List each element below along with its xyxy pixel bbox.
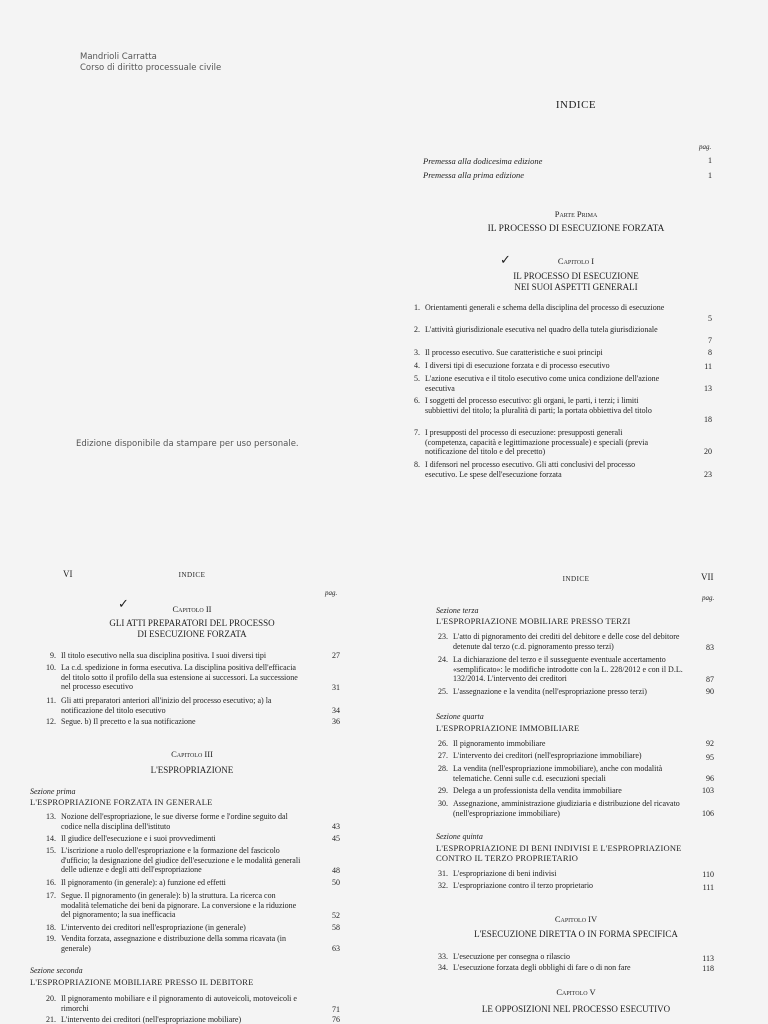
toc-entry <box>40 696 302 715</box>
toc-entry <box>404 325 666 335</box>
toc-num: 16. <box>46 878 56 887</box>
toc-page: 5 <box>708 314 712 323</box>
toc-text: Delega a un professionista della vendita immobiliare <box>453 786 622 795</box>
check-mark: ✓ <box>118 596 129 611</box>
chapter-2-title-line1: GLI ATTI PREPARATORI DEL PROCESSO <box>109 618 275 628</box>
check-mark: ✓ <box>500 252 511 267</box>
toc-page: 76 <box>332 1015 340 1024</box>
toc-entry <box>40 1015 302 1024</box>
toc-text: I diversi tipi di esecuzione forzata e di processo esecutivo <box>425 361 610 370</box>
toc-entry <box>432 739 694 749</box>
chapter-1-title-line2: NEI SUOI ASPETTI GENERALI <box>514 282 638 292</box>
toc-entry <box>404 428 666 457</box>
preface-12-page: 1 <box>708 156 712 165</box>
toc-num: 23. <box>438 632 448 641</box>
toc-num: 27. <box>438 751 448 760</box>
toc-entry <box>404 374 666 393</box>
section-5-title-line2: CONTRO IL TERZO PROPRIETARIO <box>436 853 579 863</box>
cover-title: Corso di diritto processuale civile <box>80 63 222 73</box>
toc-num: 4. <box>414 361 420 370</box>
toc-text: Il pignoramento immobiliare <box>453 739 546 748</box>
toc-entry <box>40 934 302 953</box>
toc-entry <box>40 994 302 1013</box>
preface-12: Premessa alla dodicesima edizione <box>423 156 543 166</box>
toc-entry <box>432 655 694 684</box>
toc-entry <box>40 651 302 661</box>
toc-page: 103 <box>702 786 714 795</box>
toc-page: 106 <box>702 809 714 818</box>
toc-text: Il pignoramento (in generale): a) funzione ed effetti <box>61 878 226 887</box>
toc-num: 15. <box>46 846 56 855</box>
section-2-title: L'ESPROPRIAZIONE MOBILIARE PRESSO IL DEBITORE <box>30 977 254 987</box>
chapter-3-label: Capitolo III <box>171 749 213 759</box>
section-3-title: L'ESPROPRIAZIONE MOBILIARE PRESSO TERZI <box>436 616 631 626</box>
chapter-2-label: Capitolo II <box>172 604 212 614</box>
toc-entry <box>404 361 666 371</box>
toc-text: I difensori nel processo esecutivo. Gli atti conclusivi del processo esecutivo. Le spese dell'esecuzione forzata <box>425 460 636 479</box>
toc-text: La c.d. spedizione in forma esecutiva. La disciplina positiva dell'efficacia del titolo sotto il profilo della sua estensione ai successori. La successione nel processo esecutivo <box>61 663 298 691</box>
toc-text: Nozione dell'espropriazione, le sue diverse forme e l'ordine seguito dal codice nella disciplina dell'istituto <box>61 812 288 831</box>
running-head: INDICE <box>178 571 206 579</box>
toc-page: 90 <box>706 687 714 696</box>
toc-page: 11 <box>704 362 712 371</box>
toc-page: 27 <box>332 651 340 660</box>
toc-text: L'intervento dei creditori (nell'espropriazione mobiliare) <box>61 1015 242 1024</box>
toc-text: La dichiarazione del terzo e il susseguente eventuale accertamento «semplificato»: le modifiche introdotte con la L. 228/2012 e con il D.L. 132/2014. L'intervento dei creditori <box>453 655 683 683</box>
toc-num: 28. <box>438 764 448 773</box>
chapter-3-title: L'ESPROPRIAZIONE <box>150 765 234 775</box>
toc-text: L'attività giurisdizionale esecutiva nel quadro della tutela giurisdizionale <box>425 325 658 334</box>
toc-num: 5. <box>414 374 420 383</box>
toc-num: 1. <box>414 303 420 312</box>
toc-page: 58 <box>332 923 340 932</box>
toc-page: 96 <box>706 774 714 783</box>
toc-page: 113 <box>702 954 714 963</box>
chapter-1-title-line1: IL PROCESSO DI ESECUZIONE <box>513 271 639 281</box>
chapter-1-label: Capitolo I <box>557 256 595 266</box>
chapter-4-title: L'ESECUZIONE DIRETTA O IN FORMA SPECIFICA <box>474 929 678 939</box>
toc-num: 20. <box>46 994 56 1003</box>
toc-page: 48 <box>332 866 340 875</box>
toc-num: 17. <box>46 891 56 900</box>
toc-num: 25. <box>438 687 448 696</box>
section-4-label: Sezione quarta <box>436 712 484 721</box>
toc-num: 6. <box>414 396 420 405</box>
section-1-label: Sezione prima <box>30 787 76 796</box>
section-5-title-line1: L'ESPROPRIAZIONE DI BENI INDIVISI E L'ESPROPRIAZIONE <box>436 843 682 853</box>
toc-entry <box>432 952 694 962</box>
index-page-vii <box>384 550 768 1024</box>
toc-text: Assegnazione, amministrazione giudiziaria e distribuzione del ricavato (nell'espropriazione immobiliare) <box>453 799 680 818</box>
toc-num: 32. <box>438 881 448 890</box>
toc-num: 8. <box>414 460 420 469</box>
toc-entry <box>404 348 666 358</box>
toc-num: 19. <box>46 934 56 943</box>
toc-text: L'iscrizione a ruolo dell'espropriazione e la formazione del fascicolo d'ufficio; la designazione del giudice dell'esecuzione e le modalità generali delle udienze e degli atti dell'espropriazione <box>61 846 301 874</box>
toc-page: 18 <box>704 415 712 424</box>
toc-num: 24. <box>438 655 448 664</box>
toc-page: 34 <box>332 706 340 715</box>
toc-num: 9. <box>50 651 56 660</box>
toc-num: 30. <box>438 799 448 808</box>
index-heading: INDICE <box>555 99 597 111</box>
toc-entry <box>40 891 302 920</box>
folio: VII <box>701 572 714 582</box>
toc-entry <box>432 881 694 891</box>
toc-text: L'espropriazione contro il terzo proprietario <box>453 881 594 890</box>
section-4-title: L'ESPROPRIAZIONE IMMOBILIARE <box>436 723 580 733</box>
chapter-5-title: LE OPPOSIZIONI NEL PROCESSO ESECUTIVO <box>481 1004 671 1014</box>
part-title: IL PROCESSO DI ESECUZIONE FORZATA <box>487 224 665 234</box>
toc-text: L'intervento dei creditori (nell'espropriazione immobiliare) <box>453 751 642 760</box>
toc-page: 83 <box>706 643 714 652</box>
running-head: INDICE <box>562 575 590 583</box>
toc-text: Segue. b) Il precetto e la sua notificazione <box>61 717 196 726</box>
toc-page: 110 <box>702 870 714 879</box>
toc-entry <box>40 834 302 844</box>
part-label: Parte Prima <box>554 209 598 219</box>
toc-text: L'intervento dei creditori nell'espropriazione (in generale) <box>61 923 246 932</box>
toc-page: 43 <box>332 822 340 831</box>
toc-page: 13 <box>704 384 712 393</box>
toc-entry <box>404 396 666 415</box>
toc-page: 45 <box>332 834 340 843</box>
toc-text: L'esecuzione per consegna o rilascio <box>453 952 570 961</box>
toc-text: I soggetti del processo esecutivo: gli organi, le parti, i terzi; i limiti subbiettivi del titolo; la pluralità di parti; la portata obbiettiva del titolo <box>425 396 652 415</box>
toc-entry <box>432 632 694 651</box>
chapter-4-label: Capitolo IV <box>554 914 598 924</box>
toc-num: 2. <box>414 325 420 334</box>
toc-text: Gli atti preparatori anteriori all'inizio del processo esecutivo; a) la notificazione del titolo esecutivo <box>61 696 272 715</box>
toc-page: 7 <box>708 336 712 345</box>
toc-page: 36 <box>332 717 340 726</box>
toc-num: 12. <box>46 717 56 726</box>
toc-entry <box>40 923 302 933</box>
toc-entry <box>40 717 302 727</box>
toc-text: Segue. Il pignoramento (in generale): b) la struttura. La ricerca con modalità telematiche dei beni da pignorare. La conversione e la riduzione del pignoramento; la sua inefficacia <box>61 891 297 919</box>
toc-page: 8 <box>708 348 712 357</box>
toc-entry <box>432 786 694 796</box>
toc-num: 3. <box>414 348 420 357</box>
toc-text: L'esecuzione forzata degli obblighi di fare o di non fare <box>453 963 631 972</box>
toc-text: L'azione esecutiva e il titolo esecutivo come unica condizione dell'azione esecutiva <box>425 374 660 393</box>
cover-page <box>0 0 384 550</box>
toc-text: Il giudice dell'esecuzione e i suoi provvedimenti <box>61 834 216 843</box>
toc-num: 21. <box>46 1015 56 1024</box>
toc-page: 50 <box>332 878 340 887</box>
toc-entry <box>432 869 694 879</box>
index-page-1 <box>384 0 768 550</box>
toc-num: 13. <box>46 812 56 821</box>
section-2-label: Sezione seconda <box>30 966 83 975</box>
toc-num: 26. <box>438 739 448 748</box>
toc-text: Il processo esecutivo. Sue caratteristiche e suoi principi <box>425 348 603 357</box>
toc-entry <box>432 799 694 818</box>
toc-page: 95 <box>706 753 714 762</box>
cover-note: Edizione disponibile da stampare per uso personale. <box>76 439 299 449</box>
pag-label: pag. <box>325 589 338 597</box>
toc-num: 33. <box>438 952 448 961</box>
toc-entry <box>432 687 694 697</box>
preface-1: Premessa alla prima edizione <box>423 170 524 180</box>
toc-entry <box>40 846 302 875</box>
toc-page: 92 <box>706 739 714 748</box>
section-5-label: Sezione quinta <box>436 832 483 841</box>
toc-num: 7. <box>414 428 420 437</box>
toc-num: 11. <box>46 696 56 705</box>
preface-1-page: 1 <box>708 171 712 180</box>
folio: VI <box>63 569 73 579</box>
toc-text: I presupposti del processo di esecuzione: presupposti generali (competenza, capacità e legittimazione processuale) e speciali (previa notificazione del titolo e del precetto) <box>425 428 648 456</box>
toc-entry <box>432 963 694 973</box>
toc-entry <box>40 812 302 831</box>
toc-text: La vendita (nell'espropriazione immobiliare), anche con modalità telematiche. Cenni sulle c.d. esecuzioni speciali <box>453 764 663 783</box>
section-1-title: L'ESPROPRIAZIONE FORZATA IN GENERALE <box>30 797 213 807</box>
toc-entry <box>404 303 666 313</box>
toc-num: 29. <box>438 786 448 795</box>
toc-page: 52 <box>332 911 340 920</box>
toc-page: 118 <box>702 964 714 973</box>
toc-num: 34. <box>438 963 448 972</box>
toc-page: 71 <box>332 1005 340 1014</box>
toc-num: 18. <box>46 923 56 932</box>
toc-entry <box>432 764 694 783</box>
toc-num: 14. <box>46 834 56 843</box>
toc-entry <box>40 878 302 888</box>
chapter-2-title-line2: DI ESECUZIONE FORZATA <box>137 629 247 639</box>
toc-entry <box>404 460 666 479</box>
toc-num: 31. <box>438 869 448 878</box>
chapter-5-label: Capitolo V <box>556 987 596 997</box>
toc-entry <box>432 751 694 761</box>
cover-author: Mandrioli Carratta <box>80 52 157 62</box>
index-page-vi <box>0 550 384 1024</box>
toc-page: 31 <box>332 683 340 692</box>
toc-text: Il pignoramento mobiliare e il pignoramento di autoveicoli, motoveicoli e rimorchi <box>61 994 297 1013</box>
toc-text: L'assegnazione e la vendita (nell'espropriazione presso terzi) <box>453 687 647 696</box>
pag-label: pag. <box>699 143 712 151</box>
toc-text: L'espropriazione di beni indivisi <box>453 869 557 878</box>
section-3-label: Sezione terza <box>436 606 479 615</box>
toc-page: 23 <box>704 470 712 479</box>
toc-text: Il titolo esecutivo nella sua disciplina positiva. I suoi diversi tipi <box>61 651 267 660</box>
toc-text: Vendita forzata, assegnazione e distribuzione della somma ricavata (in generale) <box>61 934 287 953</box>
toc-text: L'atto di pignoramento dei crediti del debitore e delle cose del debitore detenute dal terzo (c.d. pignoramento presso terzi) <box>453 632 680 651</box>
pag-label: pag. <box>702 594 715 602</box>
toc-page: 87 <box>706 675 714 684</box>
toc-entry <box>40 663 302 692</box>
toc-page: 20 <box>704 447 712 456</box>
toc-page: 111 <box>702 883 714 892</box>
toc-page: 63 <box>332 944 340 953</box>
toc-num: 10. <box>46 663 56 672</box>
toc-text: Orientamenti generali e schema della disciplina del processo di esecuzione <box>425 303 665 312</box>
